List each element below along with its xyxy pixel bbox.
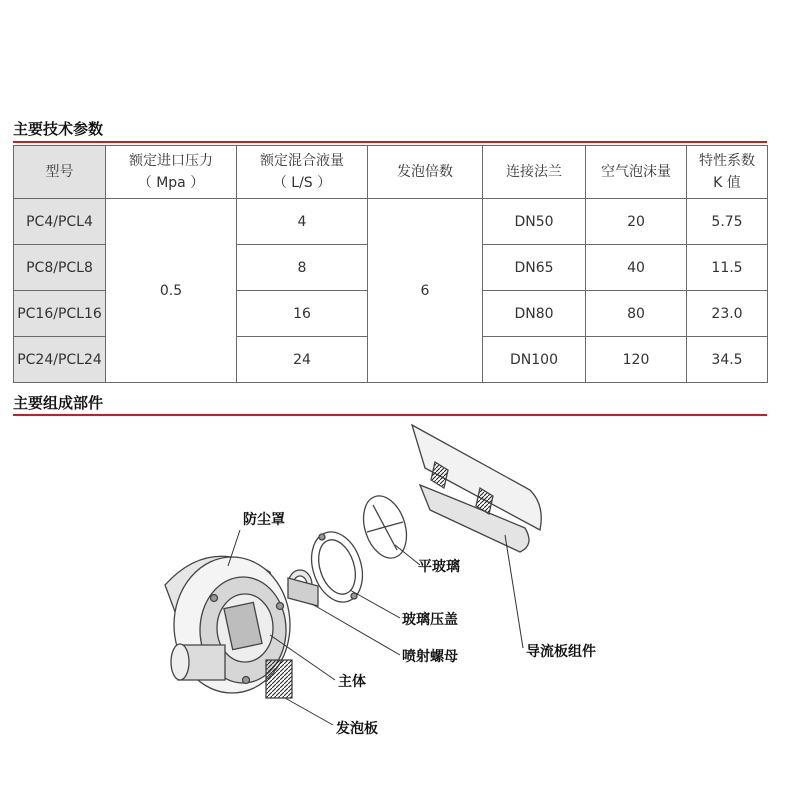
cell-model: PC8/PCL8 [14, 245, 106, 291]
cell-k: 5.75 [687, 199, 768, 245]
label-nozzle-nut: 喷射螺母 [402, 649, 458, 665]
deflector-assembly-illustration [412, 425, 541, 552]
nozzle-nut-illustration [288, 570, 318, 606]
header-pressure: 额定进口压力 （ Mpa ） [106, 146, 237, 199]
spec-section-rule [13, 141, 767, 143]
table-row [14, 199, 768, 245]
cell-flow: 24 [237, 337, 368, 383]
label-glass-gland: 玻璃压盖 [402, 612, 458, 628]
main-body-illustration [165, 556, 292, 698]
leader-line [312, 604, 400, 655]
label-dust-cover: 防尘罩 [243, 512, 285, 528]
cell-air: 20 [586, 199, 687, 245]
cell-model: PC24/PCL24 [14, 337, 106, 383]
header-flange: 连接法兰 [483, 146, 586, 199]
cell-air: 40 [586, 245, 687, 291]
exploded-parts-diagram [0, 415, 800, 800]
parts-section-title: 主要组成部件 [13, 394, 104, 412]
header-model: 型号 [14, 146, 106, 199]
header-air-foam: 空气泡沫量 [586, 146, 687, 199]
cell-expansion: 6 [368, 199, 483, 383]
cell-pressure: 0.5 [106, 199, 237, 383]
label-main-body: 主体 [338, 674, 366, 690]
cell-k: 11.5 [687, 245, 768, 291]
spec-table [13, 145, 768, 383]
leader-line [285, 698, 333, 725]
header-flow: 额定混合液量 （ L/S ） [237, 146, 368, 199]
leader-line [350, 590, 400, 618]
cell-k: 34.5 [687, 337, 768, 383]
cell-air: 120 [586, 337, 687, 383]
label-foam-plate: 发泡板 [336, 721, 378, 737]
label-flat-glass: 平玻璃 [418, 559, 460, 575]
cell-k: 23.0 [687, 291, 768, 337]
cell-air: 80 [586, 291, 687, 337]
label-deflector-assembly: 导流板组件 [526, 644, 596, 660]
cell-flow: 16 [237, 291, 368, 337]
cell-flange: DN80 [483, 291, 586, 337]
cell-flange: DN50 [483, 199, 586, 245]
cell-flange: DN100 [483, 337, 586, 383]
cell-model: PC4/PCL4 [14, 199, 106, 245]
header-expansion: 发泡倍数 [368, 146, 483, 199]
header-k-factor: 特性系数 K 值 [687, 146, 768, 199]
spec-section-title: 主要技术参数 [13, 120, 104, 138]
cell-flow: 8 [237, 245, 368, 291]
cell-flange: DN65 [483, 245, 586, 291]
cell-flow: 4 [237, 199, 368, 245]
cell-model: PC16/PCL16 [14, 291, 106, 337]
foam-plate-illustration [266, 660, 292, 698]
